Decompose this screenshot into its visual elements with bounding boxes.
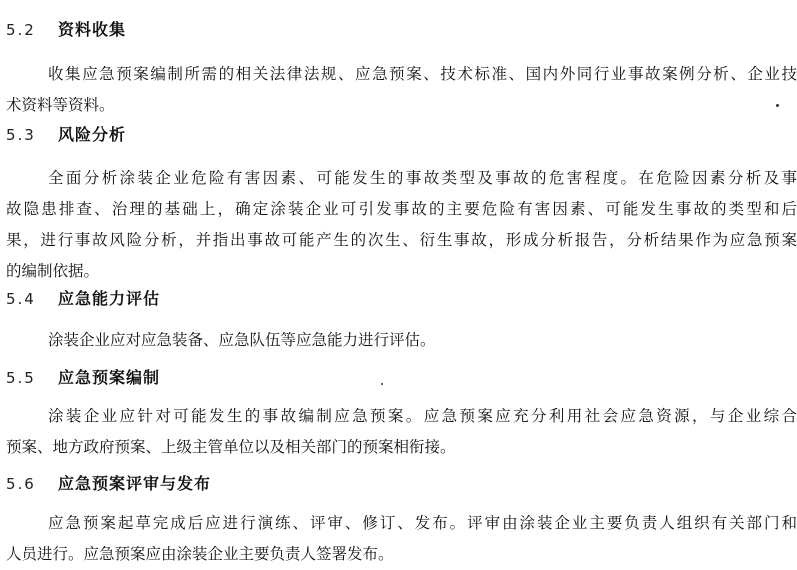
paragraph-line: 人员进行。应急预案应由涂装企业主要负责人签署发布。 xyxy=(6,545,394,563)
section-heading xyxy=(6,472,211,496)
section-paragraph xyxy=(0,508,797,570)
section-title: 风险分析 xyxy=(58,125,127,144)
paragraph-line: 果，进行事故风险分析，并指出事故可能产生的次生、衍生事故，形成分析报告，分析结果作为应急预案 xyxy=(6,231,797,249)
section-paragraph xyxy=(0,59,797,121)
section-title: 应急预案编制 xyxy=(58,368,161,387)
section-heading xyxy=(6,287,160,311)
section-number: 5.2 xyxy=(6,21,36,39)
section-number: 5.4 xyxy=(6,290,36,308)
paragraph-line: 故隐患排查、治理的基础上，确定涂装企业可引发事故的主要危险有害因素、可能发生事故的类型和后 xyxy=(6,200,797,218)
paragraph-line: 术资料等资料。 xyxy=(6,96,115,114)
section-paragraph xyxy=(0,325,797,356)
scan-speck xyxy=(776,104,779,107)
paragraph-line: 的编制依据。 xyxy=(6,262,100,280)
paragraph-line: 应急预案起草完成后应进行演练、评审、修订、发布。评审由涂装企业主要负责人组织有关部门和 xyxy=(48,514,797,532)
section-title: 应急预案评审与发布 xyxy=(58,474,212,493)
section-heading xyxy=(6,18,126,42)
paragraph-line: 预案、地方政府预案、上级主管单位以及相关部门的预案相衔接。 xyxy=(6,438,456,456)
paragraph-line: 涂装企业应针对可能发生的事故编制应急预案。应急预案应充分利用社会应急资源，与企业综合 xyxy=(48,407,797,425)
section-heading xyxy=(6,366,160,390)
section-heading xyxy=(6,123,126,147)
section-title: 应急能力评估 xyxy=(58,289,161,308)
section-paragraph xyxy=(0,163,797,287)
section-paragraph xyxy=(0,401,797,463)
paragraph-line: 收集应急预案编制所需的相关法律法规、应急预案、技术标准、国内外同行业事故案例分析、企业技 xyxy=(48,65,797,83)
paragraph-line: 全面分析涂装企业危险有害因素、可能发生的事故类型及事故的危害程度。在危险因素分析及事 xyxy=(48,169,797,187)
section-number: 5.5 xyxy=(6,369,36,387)
section-number: 5.3 xyxy=(6,126,36,144)
scan-speck xyxy=(381,383,383,385)
section-number: 5.6 xyxy=(6,475,36,493)
section-title: 资料收集 xyxy=(58,20,127,39)
paragraph-line: 涂装企业应对应急装备、应急队伍等应急能力进行评估。 xyxy=(48,331,436,349)
